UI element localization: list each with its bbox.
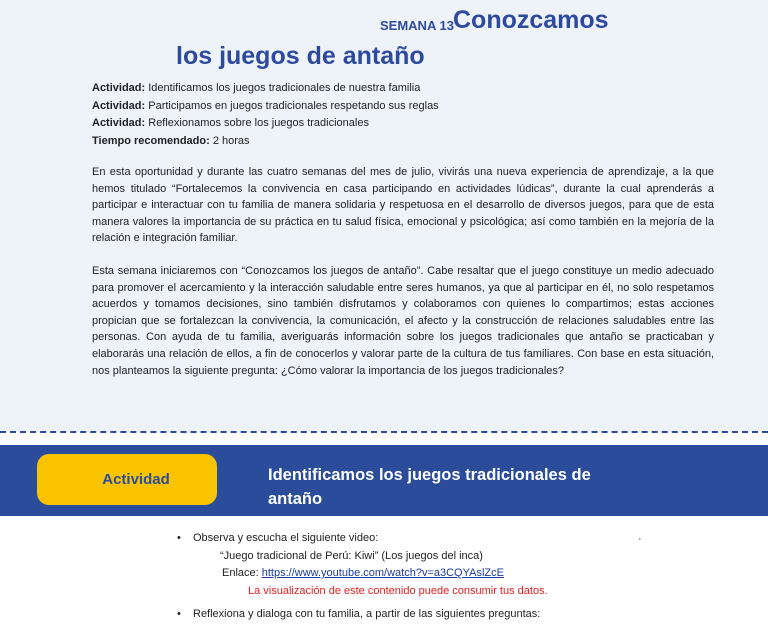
video-link-row (175, 565, 675, 583)
page-title-line1: Conozcamos (453, 6, 609, 34)
list-item-text: Reflexiona y dialoga con tu familia, a partir de las siguientes preguntas: (193, 608, 541, 620)
activity-title: Identificamos los juegos tradicionales de antaño (268, 466, 591, 508)
activity-pill-label: Actividad (102, 471, 170, 488)
week-label: SEMANA 13 (380, 18, 454, 33)
bullet-icon: • (177, 532, 181, 544)
section-divider (0, 431, 768, 433)
meta-row (92, 133, 692, 151)
meta-text: 2 horas (209, 134, 250, 147)
meta-text: Participamos en juegos tradicionales respetando sus reglas (145, 99, 439, 112)
stray-dot: · (638, 533, 642, 545)
list-item (175, 530, 675, 548)
instructions-list (175, 530, 675, 624)
activity-meta (92, 80, 692, 150)
meta-label: Actividad: (92, 117, 146, 129)
data-usage-warning: La visualización de este contenido puede consumir tus datos. (248, 584, 548, 597)
list-item-text: Observa y escucha el siguiente video: (193, 532, 379, 544)
list-item (175, 606, 675, 624)
video-link[interactable]: https://www.youtube.com/watch?v=a3CQYAslZcE (261, 567, 504, 579)
page-title-line2: los juegos de antaño (176, 42, 425, 70)
meta-label: Tiempo recomendado: (92, 134, 210, 147)
activity-pill (37, 454, 217, 505)
meta-text: Identificamos los juegos tradicionales de nuestra familia (145, 82, 421, 94)
intro-paragraph-1: En esta oportunidad y durante las cuatro semanas del mes de julio, vivirás una nueva experiencia de aprendizaje, a la que hemos titulado “Fortalecemos la convivencia en casa participando en actividades lúdicas”, durante la cual aprenderás a participar e interactuar con tu familia de manera solidaria y respetuosa en el desarrollo de diversos juegos, para que de esta manera valores la importancia de su práctica en tu salud física, emocional y psicológica; así como también en la mejoría de la relación e integración familiar. (92, 166, 714, 245)
meta-label: Actividad: (92, 99, 146, 112)
meta-text: Reflexionamos sobre los juegos tradicionales (145, 117, 369, 129)
intro-paragraph-2: Esta semana iniciaremos con “Conozcamos los juegos de antaño”. Cabe resaltar que el juego constituye un medio adecuado para promover el acercamiento y la interacción saludable entre seres humanos, ya que al participar en él, no solo respetamos acuerdos y tomamos decisiones, sino también disfrutamos y colaboramos con quienes lo compartimos; estas acciones propician que se fortalezcan la convivencia, la comunicación, el afecto y la construcción de relaciones saludables entre las personas. Con ayuda de tu familia, averiguarás información sobre los juegos tradicionales que antaño se practicaban y elaborarás una relación de ellos, a fin de conocerlos y valorar parte de la cultura de tus familiares. Con base en esta situación, nos planteamos la siguiente pregunta: ¿Cómo valorar la importancia de los juegos tradicionales? (92, 265, 714, 377)
video-title: “Juego tradicional de Perú: Kiwi” (Los juegos del inca) (220, 549, 483, 562)
link-label: Enlace: (222, 567, 262, 579)
meta-row (92, 80, 692, 98)
meta-row (92, 98, 692, 116)
meta-label: Actividad: (92, 82, 146, 94)
meta-row (92, 115, 692, 133)
bullet-icon: • (177, 608, 181, 620)
